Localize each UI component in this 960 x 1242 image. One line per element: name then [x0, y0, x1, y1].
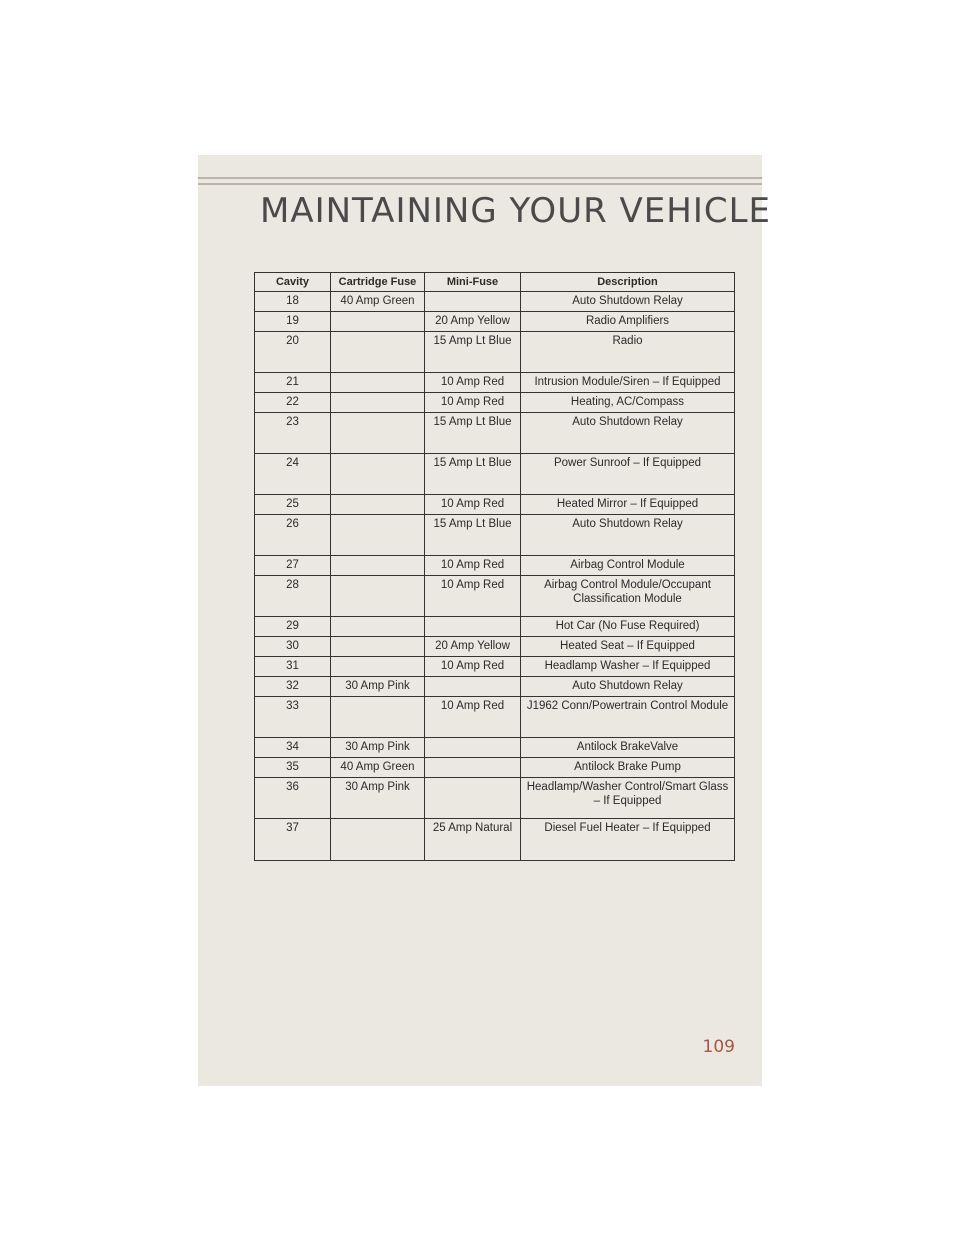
cartridge-fuse-cell	[331, 657, 425, 677]
fuse-table	[254, 272, 735, 861]
description-cell: Airbag Control Module	[521, 556, 735, 576]
cartridge-fuse-cell	[331, 697, 425, 738]
cartridge-fuse-cell	[331, 312, 425, 332]
cavity-cell: 36	[255, 778, 331, 819]
mini-fuse-cell	[425, 617, 521, 637]
mini-fuse-cell	[425, 758, 521, 778]
header-rule-top	[198, 177, 762, 179]
cavity-cell: 27	[255, 556, 331, 576]
table-row	[255, 454, 735, 495]
cavity-cell: 31	[255, 657, 331, 677]
section-title: MAINTAINING YOUR VEHICLE	[260, 191, 772, 231]
cavity-cell: 28	[255, 576, 331, 617]
mini-fuse-cell: 25 Amp Natural	[425, 819, 521, 861]
description-cell: Heating, AC/Compass	[521, 393, 735, 413]
description-cell: Auto Shutdown Relay	[521, 292, 735, 312]
description-cell: Antilock BrakeValve	[521, 738, 735, 758]
cavity-cell: 26	[255, 515, 331, 556]
cartridge-fuse-cell	[331, 819, 425, 861]
cavity-cell: 33	[255, 697, 331, 738]
description-cell: Auto Shutdown Relay	[521, 677, 735, 697]
table-row	[255, 819, 735, 861]
page-number: 109	[702, 1037, 735, 1057]
description-cell: Antilock Brake Pump	[521, 758, 735, 778]
cartridge-fuse-cell: 40 Amp Green	[331, 292, 425, 312]
cartridge-fuse-cell	[331, 576, 425, 617]
cavity-cell: 25	[255, 495, 331, 515]
cartridge-fuse-cell: 40 Amp Green	[331, 758, 425, 778]
header-rule-bottom	[198, 183, 762, 185]
table-row	[255, 637, 735, 657]
mini-fuse-cell: 15 Amp Lt Blue	[425, 515, 521, 556]
cavity-cell: 22	[255, 393, 331, 413]
cartridge-fuse-cell	[331, 637, 425, 657]
mini-fuse-cell	[425, 738, 521, 758]
description-cell: J1962 Conn/Powertrain Control Module	[521, 697, 735, 738]
table-row	[255, 617, 735, 637]
table-row	[255, 738, 735, 758]
table-row	[255, 657, 735, 677]
table-header-row	[255, 273, 735, 292]
cartridge-fuse-cell	[331, 515, 425, 556]
table-row	[255, 393, 735, 413]
cartridge-fuse-cell	[331, 332, 425, 373]
description-cell: Power Sunroof – If Equipped	[521, 454, 735, 495]
header-cartridge-fuse: Cartridge Fuse	[331, 273, 425, 292]
table-row	[255, 758, 735, 778]
cavity-cell: 32	[255, 677, 331, 697]
description-cell: Intrusion Module/Siren – If Equipped	[521, 373, 735, 393]
description-cell: Radio Amplifiers	[521, 312, 735, 332]
mini-fuse-cell: 15 Amp Lt Blue	[425, 454, 521, 495]
mini-fuse-cell: 10 Amp Red	[425, 697, 521, 738]
cartridge-fuse-cell: 30 Amp Pink	[331, 778, 425, 819]
cartridge-fuse-cell: 30 Amp Pink	[331, 738, 425, 758]
mini-fuse-cell	[425, 778, 521, 819]
mini-fuse-cell	[425, 677, 521, 697]
mini-fuse-cell: 10 Amp Red	[425, 556, 521, 576]
mini-fuse-cell: 15 Amp Lt Blue	[425, 413, 521, 454]
description-cell: Airbag Control Module/Occupant Classification Module	[521, 576, 735, 617]
header-description: Description	[521, 273, 735, 292]
mini-fuse-cell: 10 Amp Red	[425, 373, 521, 393]
cavity-cell: 20	[255, 332, 331, 373]
cavity-cell: 24	[255, 454, 331, 495]
cavity-cell: 29	[255, 617, 331, 637]
description-cell: Hot Car (No Fuse Required)	[521, 617, 735, 637]
cavity-cell: 30	[255, 637, 331, 657]
cartridge-fuse-cell: 30 Amp Pink	[331, 677, 425, 697]
table-row	[255, 292, 735, 312]
description-cell: Headlamp Washer – If Equipped	[521, 657, 735, 677]
manual-page	[198, 155, 772, 1086]
table-row	[255, 312, 735, 332]
mini-fuse-cell: 10 Amp Red	[425, 657, 521, 677]
cartridge-fuse-cell	[331, 495, 425, 515]
mini-fuse-cell: 10 Amp Red	[425, 576, 521, 617]
cartridge-fuse-cell	[331, 556, 425, 576]
cavity-cell: 35	[255, 758, 331, 778]
description-cell: Heated Mirror – If Equipped	[521, 495, 735, 515]
table-row	[255, 515, 735, 556]
table-row	[255, 697, 735, 738]
mini-fuse-cell: 10 Amp Red	[425, 393, 521, 413]
description-cell: Heated Seat – If Equipped	[521, 637, 735, 657]
description-cell: Radio	[521, 332, 735, 373]
table-row	[255, 495, 735, 515]
mini-fuse-cell: 10 Amp Red	[425, 495, 521, 515]
cartridge-fuse-cell	[331, 413, 425, 454]
header-mini-fuse: Mini-Fuse	[425, 273, 521, 292]
cavity-cell: 21	[255, 373, 331, 393]
table-row	[255, 556, 735, 576]
table-row	[255, 576, 735, 617]
cavity-cell: 18	[255, 292, 331, 312]
cartridge-fuse-cell	[331, 617, 425, 637]
table-row	[255, 332, 735, 373]
mini-fuse-cell: 20 Amp Yellow	[425, 312, 521, 332]
cartridge-fuse-cell	[331, 454, 425, 495]
cavity-cell: 23	[255, 413, 331, 454]
cartridge-fuse-cell	[331, 393, 425, 413]
description-cell: Auto Shutdown Relay	[521, 413, 735, 454]
table-row	[255, 778, 735, 819]
table-row	[255, 413, 735, 454]
table-row	[255, 677, 735, 697]
cavity-cell: 34	[255, 738, 331, 758]
mini-fuse-cell: 20 Amp Yellow	[425, 637, 521, 657]
table-row	[255, 373, 735, 393]
cavity-cell: 37	[255, 819, 331, 861]
mini-fuse-cell	[425, 292, 521, 312]
cartridge-fuse-cell	[331, 373, 425, 393]
mini-fuse-cell: 15 Amp Lt Blue	[425, 332, 521, 373]
description-cell: Auto Shutdown Relay	[521, 515, 735, 556]
cavity-cell: 19	[255, 312, 331, 332]
description-cell: Headlamp/Washer Control/Smart Glass – If Equipped	[521, 778, 735, 819]
header-cavity: Cavity	[255, 273, 331, 292]
description-cell: Diesel Fuel Heater – If Equipped	[521, 819, 735, 861]
